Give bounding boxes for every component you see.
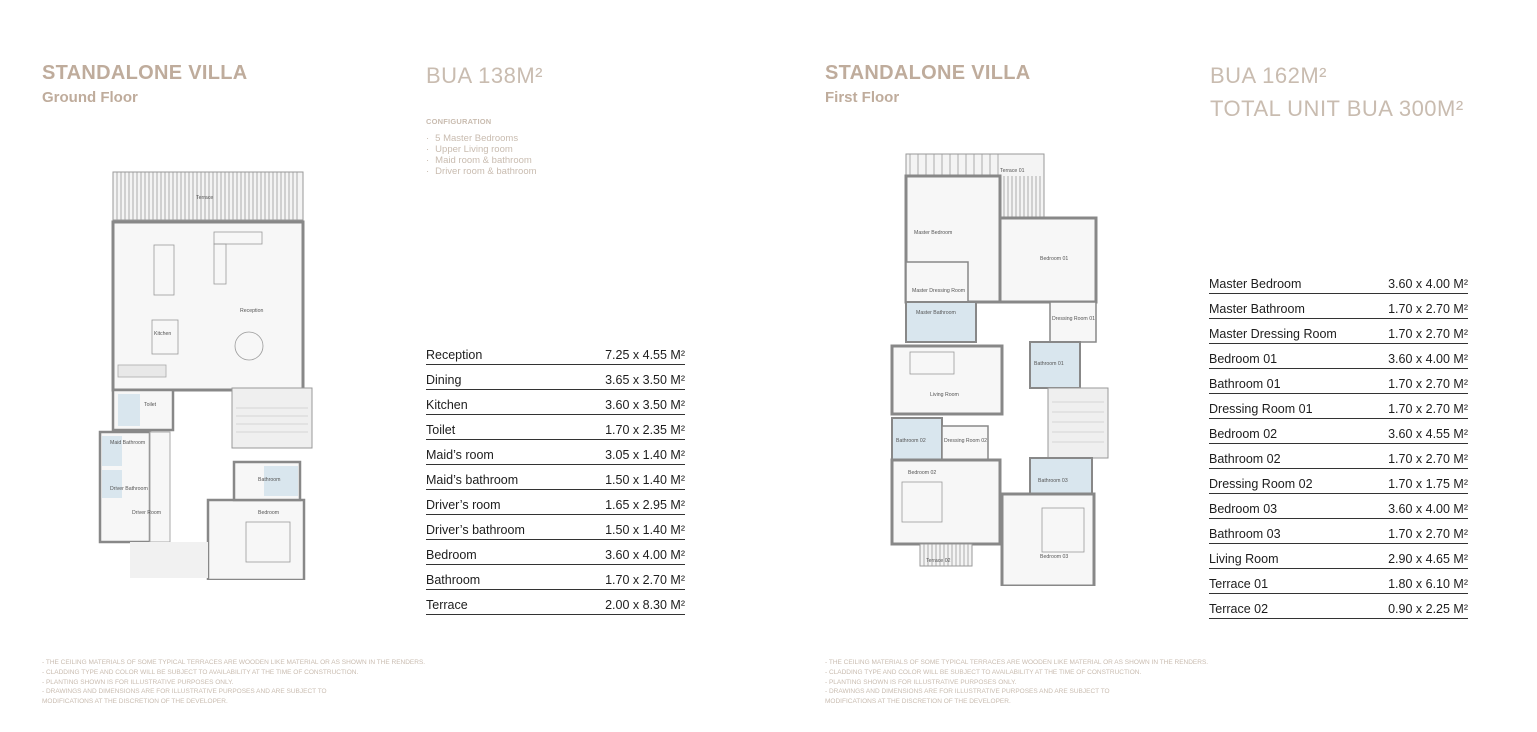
room-name: Living Room xyxy=(1209,544,1368,569)
room-size: 2.00 x 8.30 M² xyxy=(569,590,685,615)
room-size: 1.70 x 2.70 M² xyxy=(1368,369,1468,394)
table-row xyxy=(426,540,685,565)
room-size: 3.65 x 3.50 M² xyxy=(569,365,685,390)
room-size: 1.65 x 2.95 M² xyxy=(569,490,685,515)
table-row xyxy=(1209,394,1468,419)
room-name: Terrace 01 xyxy=(1209,569,1368,594)
ground-floor-plan xyxy=(96,170,322,580)
plan-label-master-bathroom: Master Bathroom xyxy=(916,310,956,316)
first-title: STANDALONE VILLA xyxy=(825,62,1031,84)
room-name: Bedroom 02 xyxy=(1209,419,1368,444)
room-size: 1.70 x 2.70 M² xyxy=(1368,519,1468,544)
table-row xyxy=(1209,469,1468,494)
disclaimer-line: - THE CEILING MATERIALS OF SOME TYPICAL TERRACES ARE WOODEN LIKE MATERIAL OR AS SHOWN IN THE RENDERS. xyxy=(42,659,426,666)
room-size: 1.70 x 2.70 M² xyxy=(569,565,685,590)
plan-label-bedroom-03: Bedroom 03 xyxy=(1040,554,1069,560)
plan-label-bedroom-02: Bedroom 02 xyxy=(908,470,937,476)
config-item: · Upper Living room xyxy=(426,144,537,155)
room-size: 1.70 x 2.70 M² xyxy=(1368,444,1468,469)
table-row xyxy=(1209,544,1468,569)
plan-label-master-bedroom: Master Bedroom xyxy=(914,230,953,236)
table-row xyxy=(1209,419,1468,444)
room-size: 3.60 x 4.00 M² xyxy=(569,540,685,565)
room-name: Reception xyxy=(426,340,569,365)
plan-label-terrace-01: Terrace 01 xyxy=(1000,168,1025,174)
table-row xyxy=(426,465,685,490)
room-name: Driver’s bathroom xyxy=(426,515,569,540)
room-size: 1.50 x 1.40 M² xyxy=(569,515,685,540)
disclaimer-line: - CLADDING TYPE AND COLOR WILL BE SUBJECT TO AVAILABILITY AT THE TIME OF CONSTRUCTION. xyxy=(42,668,359,676)
table-row xyxy=(1209,269,1468,294)
first-floor-page xyxy=(784,0,1537,732)
plan-label-toilet: Toilet xyxy=(144,402,157,408)
room-name: Terrace xyxy=(426,590,569,615)
room-size: 0.90 x 2.25 M² xyxy=(1368,594,1468,619)
room-name: Bathroom 02 xyxy=(1209,444,1368,469)
room-name: Bathroom xyxy=(426,565,569,590)
room-name: Driver’s room xyxy=(426,490,569,515)
disclaimer-line: - DRAWINGS AND DIMENSIONS ARE FOR ILLUSTRATIVE PURPOSES AND ARE SUBJECT TO xyxy=(825,688,1110,696)
plan-label-bedroom: Bedroom xyxy=(258,510,280,516)
room-size: 1.70 x 2.70 M² xyxy=(1368,394,1468,419)
ground-title: STANDALONE VILLA xyxy=(42,62,248,84)
table-row xyxy=(1209,344,1468,369)
room-name: Dressing Room 02 xyxy=(1209,469,1368,494)
table-row xyxy=(426,590,685,615)
disclaimer-line: - THE CEILING MATERIALS OF SOME TYPICAL TERRACES ARE WOODEN LIKE MATERIAL OR AS SHOWN IN THE RENDERS. xyxy=(825,659,1209,666)
disclaimer-line: - PLANTING SHOWN IS FOR ILLUSTRATIVE PURPOSES ONLY. xyxy=(825,678,1017,686)
disclaimer-line: - PLANTING SHOWN IS FOR ILLUSTRATIVE PURPOSES ONLY. xyxy=(42,678,234,686)
table-row xyxy=(1209,444,1468,469)
ground-floor-subtitle: Ground Floor xyxy=(42,89,138,106)
table-row xyxy=(1209,294,1468,319)
plan-label-bathroom-01: Bathroom 01 xyxy=(1034,361,1064,367)
table-row xyxy=(426,440,685,465)
room-size: 1.70 x 2.70 M² xyxy=(1368,294,1468,319)
configuration-heading: CONFIGURATION xyxy=(426,117,492,126)
room-size: 1.80 x 6.10 M² xyxy=(1368,569,1468,594)
room-size: 2.90 x 4.65 M² xyxy=(1368,544,1468,569)
room-name: Maid’s bathroom xyxy=(426,465,569,490)
plan-label-living-room: Living Room xyxy=(930,392,959,398)
room-name: Bedroom 03 xyxy=(1209,494,1368,519)
room-size: 3.60 x 4.00 M² xyxy=(1368,269,1468,294)
config-item: · 5 Master Bedrooms xyxy=(426,133,537,144)
plan-label-master-dressing: Master Dressing Room xyxy=(912,288,966,294)
room-name: Bathroom 01 xyxy=(1209,369,1368,394)
room-name: Bedroom 01 xyxy=(1209,344,1368,369)
room-size: 3.60 x 3.50 M² xyxy=(569,390,685,415)
room-name: Master Bedroom xyxy=(1209,269,1368,294)
disclaimer-line: - CLADDING TYPE AND COLOR WILL BE SUBJECT TO AVAILABILITY AT THE TIME OF CONSTRUCTION. xyxy=(825,668,1142,676)
ground-disclaimer-notes xyxy=(42,658,472,707)
room-size: 3.60 x 4.55 M² xyxy=(1368,419,1468,444)
table-row xyxy=(1209,519,1468,544)
plan-label-dressing-01: Dressing Room 01 xyxy=(1052,316,1095,322)
plan-label-bedroom-01: Bedroom 01 xyxy=(1040,256,1069,262)
table-row xyxy=(426,390,685,415)
room-name: Toilet xyxy=(426,415,569,440)
table-row xyxy=(1209,594,1468,619)
table-row xyxy=(1209,369,1468,394)
room-size: 3.05 x 1.40 M² xyxy=(569,440,685,465)
room-name: Bathroom 03 xyxy=(1209,519,1368,544)
configuration-list xyxy=(426,133,537,177)
room-name: Dressing Room 01 xyxy=(1209,394,1368,419)
room-name: Bedroom xyxy=(426,540,569,565)
ground-bua: BUA 138M² xyxy=(426,63,543,88)
table-row xyxy=(426,340,685,365)
plan-label-terrace-02: Terrace 02 xyxy=(926,558,951,564)
first-floor-plan xyxy=(890,152,1112,586)
table-row xyxy=(1209,319,1468,344)
disclaimer-line: MODIFICATIONS AT THE DISCRETION OF THE DEVELOPER. xyxy=(825,698,1011,706)
room-name: Master Bathroom xyxy=(1209,294,1368,319)
ground-floor-page xyxy=(0,0,768,732)
table-row xyxy=(426,515,685,540)
room-size: 7.25 x 4.55 M² xyxy=(569,340,685,365)
room-name: Terrace 02 xyxy=(1209,594,1368,619)
plan-label-bathroom-02: Bathroom 02 xyxy=(896,438,926,444)
room-size: 1.70 x 1.75 M² xyxy=(1368,469,1468,494)
disclaimer-line: - DRAWINGS AND DIMENSIONS ARE FOR ILLUSTRATIVE PURPOSES AND ARE SUBJECT TO xyxy=(42,688,327,696)
config-item: · Maid room & bathroom xyxy=(426,155,537,166)
room-name: Maid’s room xyxy=(426,440,569,465)
plan-label-kitchen: Kitchen xyxy=(154,331,172,337)
plan-label-bathroom: Bathroom xyxy=(258,477,281,483)
table-row xyxy=(426,565,685,590)
room-size: 3.60 x 4.00 M² xyxy=(1368,494,1468,519)
plan-label-dressing-02: Dressing Room 02 xyxy=(944,438,987,444)
table-row xyxy=(1209,569,1468,594)
table-row xyxy=(1209,494,1468,519)
total-unit-bua: TOTAL UNIT BUA 300M² xyxy=(1210,96,1464,121)
table-row xyxy=(426,415,685,440)
disclaimer-line: MODIFICATIONS AT THE DISCRETION OF THE DEVELOPER. xyxy=(42,698,228,706)
plan-label-reception: Reception xyxy=(240,308,264,314)
ground-room-table xyxy=(426,340,685,615)
first-floor-subtitle: First Floor xyxy=(825,89,900,106)
first-room-table xyxy=(1209,269,1468,619)
room-size: 1.70 x 2.35 M² xyxy=(569,415,685,440)
table-row xyxy=(426,490,685,515)
room-name: Master Dressing Room xyxy=(1209,319,1368,344)
plan-label-terrace: Terrace xyxy=(196,195,214,201)
plan-label-bathroom-03: Bathroom 03 xyxy=(1038,478,1068,484)
plan-label-driver-bathroom: Driver Bathroom xyxy=(110,486,148,492)
first-disclaimer-notes xyxy=(825,658,1255,707)
plan-label-maid-bathroom: Maid Bathroom xyxy=(110,440,146,446)
room-size: 1.50 x 1.40 M² xyxy=(569,465,685,490)
room-name: Kitchen xyxy=(426,390,569,415)
first-bua: BUA 162M² xyxy=(1210,63,1327,88)
config-item: · Driver room & bathroom xyxy=(426,166,537,177)
room-name: Dining xyxy=(426,365,569,390)
table-row xyxy=(426,365,685,390)
plan-label-driver-room: Driver Room xyxy=(132,510,162,516)
room-size: 1.70 x 2.70 M² xyxy=(1368,319,1468,344)
room-size: 3.60 x 4.00 M² xyxy=(1368,344,1468,369)
